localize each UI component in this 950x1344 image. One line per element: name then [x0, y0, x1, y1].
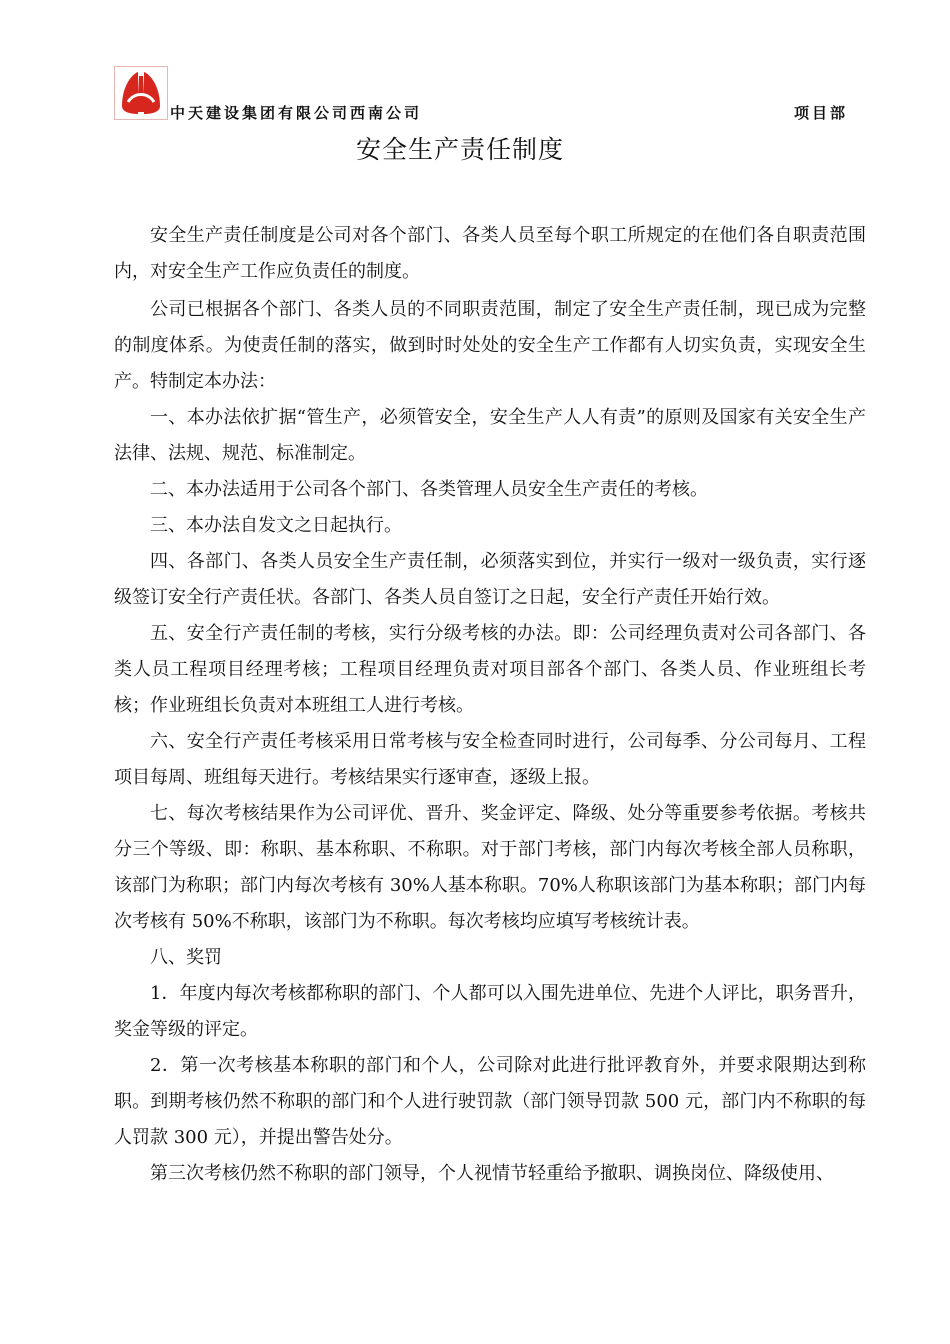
department-label: 项目部 — [793, 104, 848, 122]
paragraph: 四、各部门、各类人员安全生产责任制，必须落实到位，并实行一级对一级负责，实行逐级签订安全行产责任状。各部门、各类人员自签订之日起，安全行产责任开始行效。 — [114, 551, 866, 608]
paragraph: 1．年度内每次考核都称职的部门、个人都可以入围先进单位、先进个人评比，职务晋升，奖金等级的评定。 — [114, 983, 866, 1040]
paragraph: 八、奖罚 — [150, 947, 222, 968]
paragraph: 公司已根据各个部门、各类人员的不同职责范围，制定了安全生产责任制，现已成为完整的制度体系。为使责任制的落实，做到时时处处的安全生产工作都有人切实负责，实现安全生产。特制定本办法： — [114, 299, 866, 392]
paragraph: 六、安全行产责任考核采用日常考核与安全检查同时进行，公司每季、分公司每月、工程项目每周、班组每天进行。考核结果实行逐审查，逐级上报。 — [114, 731, 866, 788]
paragraph: 第三次考核仍然不称职的部门领导，个人视情节轻重给予撤职、调换岗位、降级使用、 — [150, 1163, 834, 1184]
paragraph: 安全生产责任制度是公司对各个部门、各类人员至每个职工所规定的在他们各自职责范围内，对安全生产工作应负责任的制度。 — [114, 225, 866, 282]
document-body — [114, 218, 866, 1192]
paragraph: 五、安全行产责任制的考核，实行分级考核的办法。即：公司经理负责对公司各部门、各类人员工程项目经理考核；工程项目经理负责对项目部各个部门、各类人员、作业班组长考核；作业班组长负责对本班组工人进行考核。 — [114, 623, 866, 716]
page-header — [114, 66, 854, 122]
paragraph: 三、本办法自发文之日起执行。 — [150, 515, 402, 536]
document-title: 安全生产责任制度 — [355, 135, 564, 164]
paragraph: 2．第一次考核基本称职的部门和个人，公司除对此进行批评教育外，并要求限期达到称职。到期考核仍然不称职的部门和个人进行驶罚款（部门领导罚款 500 元，部门内不称职的每人罚款 300 元），并提出警告处分。 — [114, 1055, 866, 1148]
company-logo — [114, 66, 168, 120]
paragraph: 二、本办法适用于公司各个部门、各类管理人员安全生产责任的考核。 — [150, 479, 708, 500]
company-name: 中天建设集团有限公司西南公司 — [170, 104, 423, 122]
paragraph: 七、每次考核结果作为公司评优、晋升、奖金评定、降级、处分等重要参考依据。考核共分三个等级、即：称职、基本称职、不称职。对于部门考核，部门内每次考核全部人员称职，该部门为称职；部门内每次考核有 30%人基本称职。70%人称职该部门为基本称职；部门内每次考核有 50%不称职，该部门为不称职。每次考核均应填写考核统计表。 — [114, 803, 866, 932]
paragraph: 一、本办法依扩据“管生产，必须管安全，安全生产人人有责”的原则及国家有关安全生产法律、法规、规范、标准制定。 — [114, 407, 866, 464]
